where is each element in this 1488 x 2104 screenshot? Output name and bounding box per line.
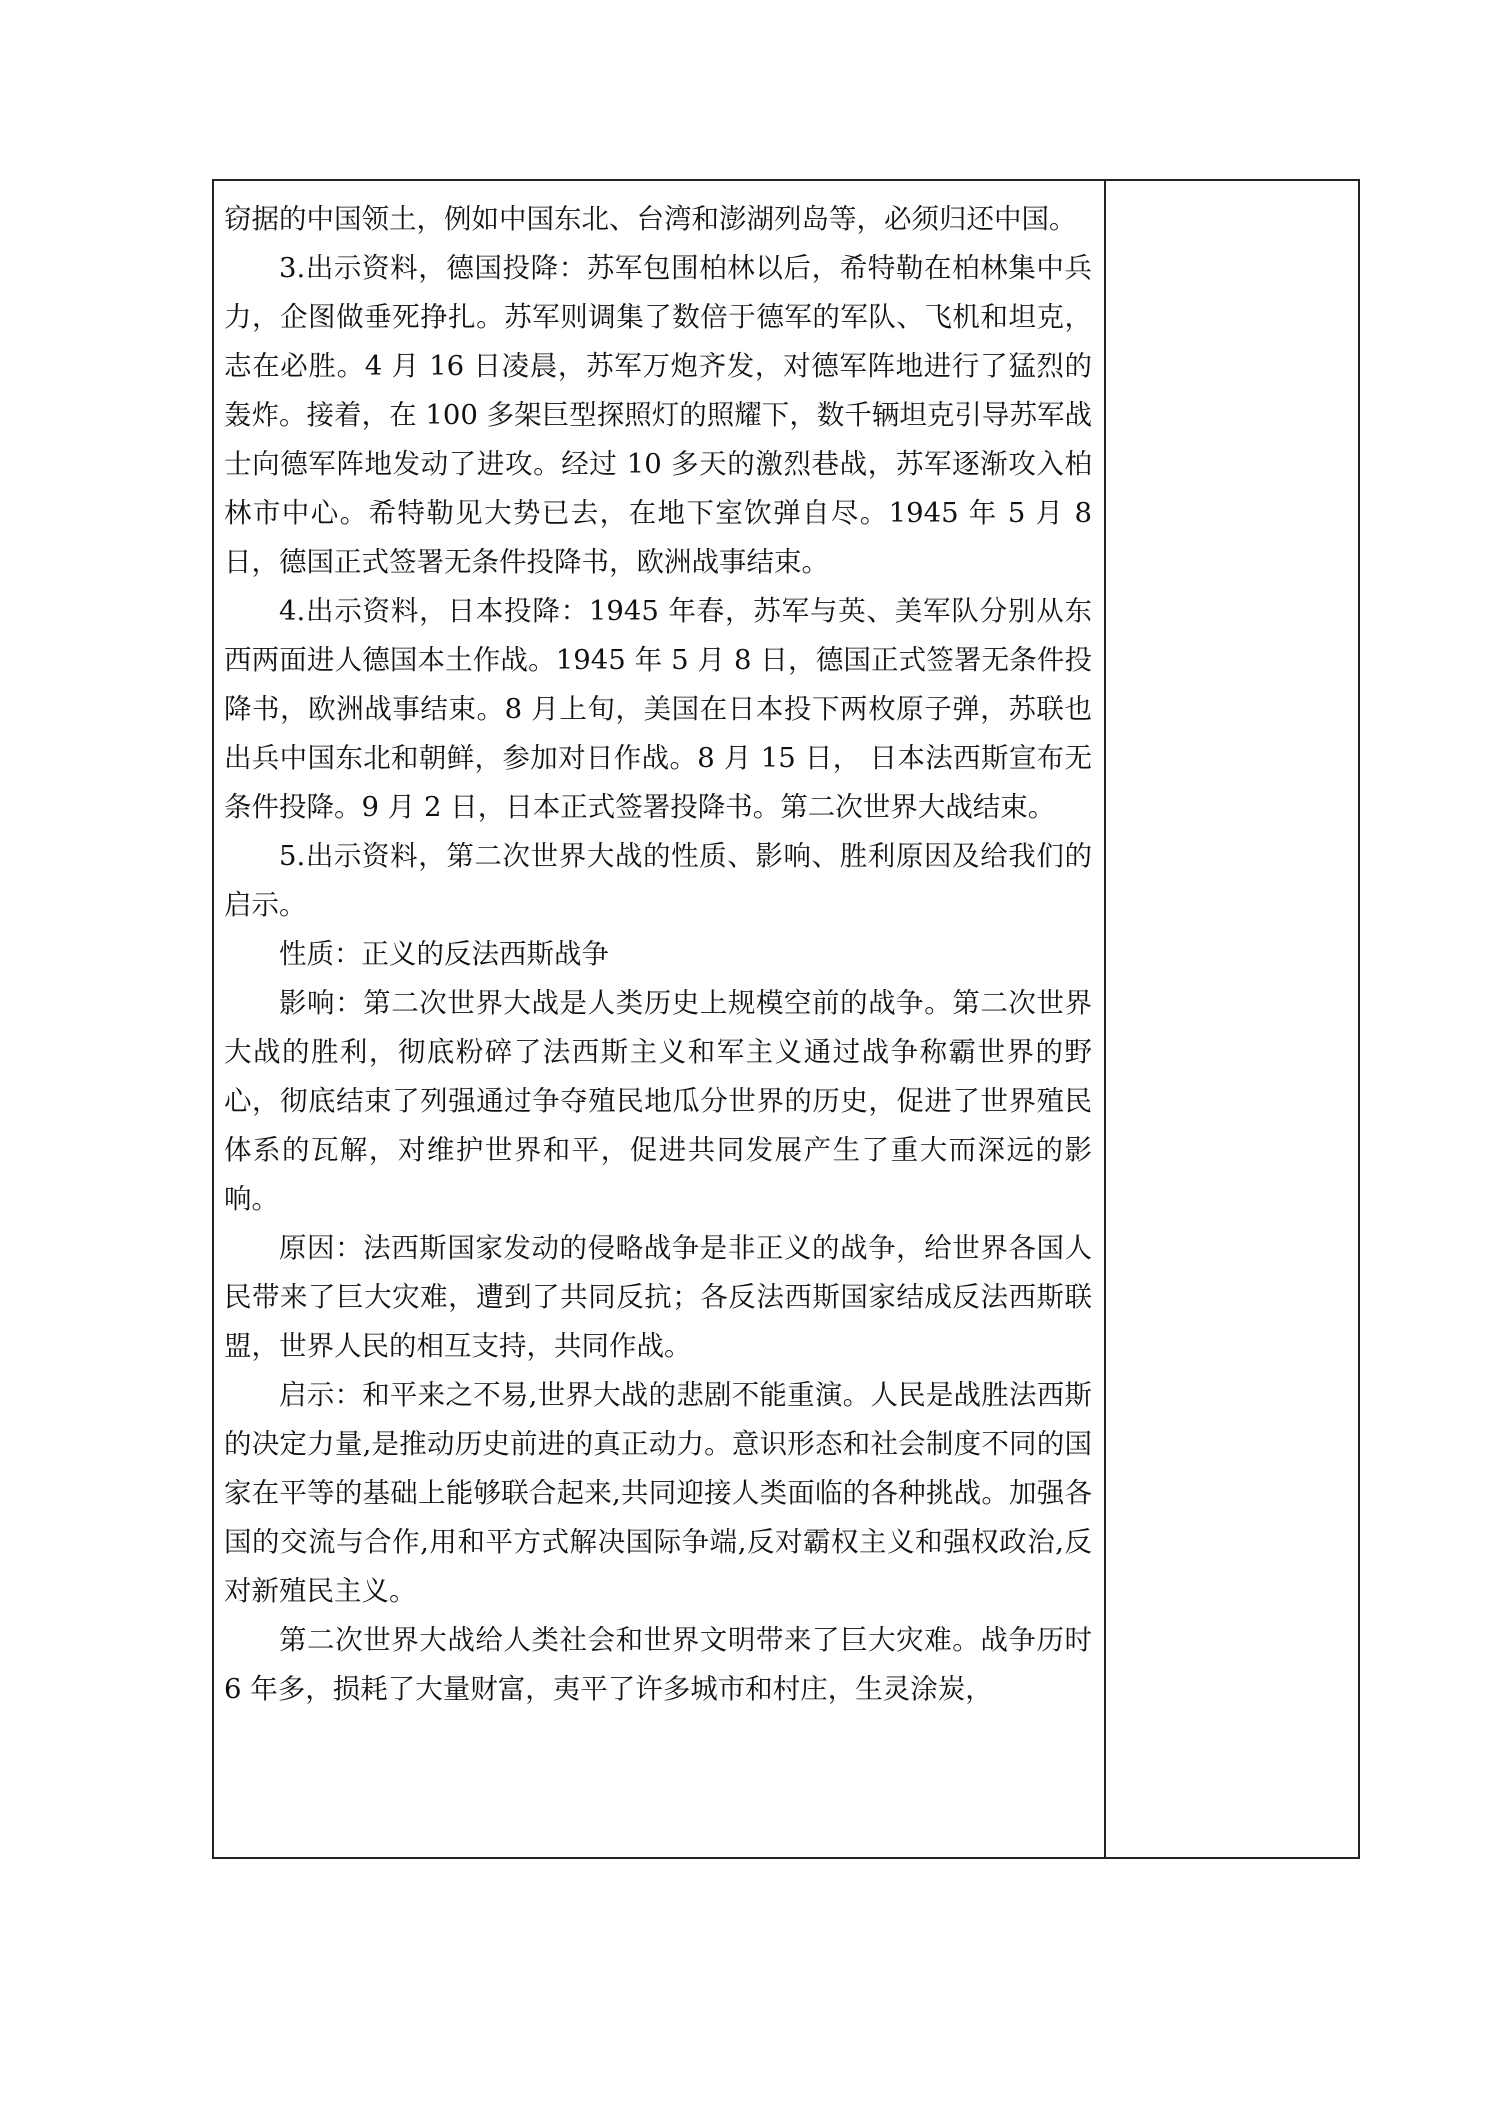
paragraph-continuation: 窃据的中国领土，例如中国东北、台湾和澎湖列岛等，必须归还中国。	[224, 203, 1077, 235]
content-cell	[214, 181, 1104, 1857]
notes-cell	[1106, 181, 1358, 1857]
paragraph-germany-surrender: 3.出示资料，德国投降：苏军包围柏林以后，希特勒在柏林集中兵力，企图做垂死挣扎。苏军则调集了数倍于德军的军队、飞机和坦克，志在必胜。4 月 16 日凌晨，苏军万炮齐发，对德军阵地进行了猛烈的轰炸。接着，在 100 多架巨型探照灯的照耀下，数千辆坦克引导苏军战士向德军阵地发动了进攻。经过 10 多天的激烈巷战，苏军逐渐攻入柏林市中心。希特勒见大势已去，在地下室饮弹自尽。1945 年 5 月 8 日，德国正式签署无条件投降书，欧洲战事结束。	[224, 252, 1092, 578]
paragraph-war-nature-intro: 5.出示资料，第二次世界大战的性质、影响、胜利原因及给我们的启示。	[224, 840, 1092, 921]
paragraph-disaster: 第二次世界大战给人类社会和世界文明带来了巨大灾难。战争历时 6 年多，损耗了大量财富，夷平了许多城市和村庄，生灵涂炭，	[224, 1624, 1092, 1705]
paragraph-japan-surrender: 4.出示资料，日本投降：1945 年春，苏军与英、美军队分别从东西两面进人德国本土作战。1945 年 5 月 8 日，德国正式签署无条件投降书，欧洲战事结束。8 月上旬，美国在日本投下两枚原子弹，苏联也出兵中国东北和朝鲜，参加对日作战。8 月 15 日， 日本法西斯宣布无条件投降。9 月 2 日，日本正式签署投降书。第二次世界大战结束。	[224, 595, 1092, 823]
paragraph-lessons: 启示：和平来之不易,世界大战的悲剧不能重演。人民是战胜法西斯的决定力量,是推动历史前进的真正动力。意识形态和社会制度不同的国家在平等的基础上能够联合起来,共同迎接人类面临的各种挑战。加强各国的交流与合作,用和平方式解决国际争端,反对霸权主义和强权政治,反对新殖民主义。	[224, 1379, 1092, 1607]
paragraph-reasons: 原因：法西斯国家发动的侵略战争是非正义的战争，给世界各国人民带来了巨大灾难，遭到了共同反抗；各反法西斯国家结成反法西斯联盟，世界人民的相互支持，共同作战。	[224, 1232, 1092, 1362]
paragraph-influence: 影响：第二次世界大战是人类历史上规模空前的战争。第二次世界大战的胜利，彻底粉碎了法西斯主义和军主义通过战争称霸世界的野心，彻底结束了列强通过争夺殖民地瓜分世界的历史，促进了世界殖民体系的瓦解，对维护世界和平，促进共同发展产生了重大而深远的影响。	[224, 987, 1092, 1215]
lesson-table	[212, 179, 1360, 1859]
paragraph-nature: 性质：正义的反法西斯战争	[279, 938, 609, 970]
